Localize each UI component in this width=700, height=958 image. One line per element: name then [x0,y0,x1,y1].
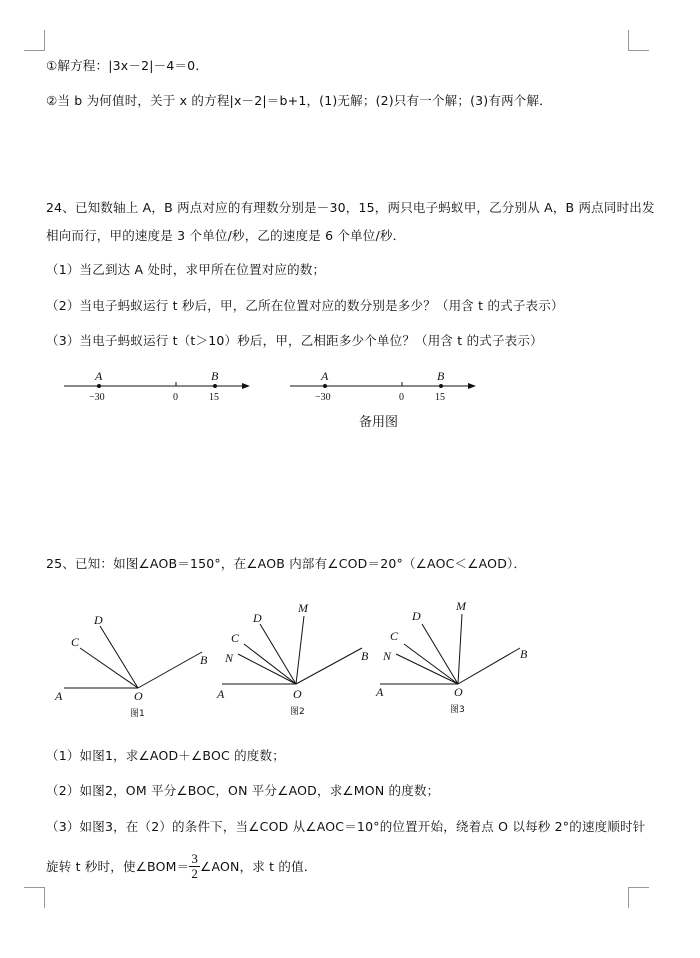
numberline1-tick-b: 15 [209,392,219,403]
q25-part3: （3）如图3，在（2）的条件下，当∠COD 从∠AOC＝10°的位置开始，绕着点 O 以每秒 2°的速度顺时针 [46,819,646,834]
fig1-label-b: B [200,653,208,667]
corner-mark-top-left [24,30,45,51]
corner-mark-bottom-left [24,887,45,908]
q25-part3-line2 [46,848,317,884]
q25-part3-line2-before: 旋转 t 秒时，使∠BOM＝ [46,859,190,874]
fraction-three-halves [189,852,200,881]
fig1-label-a: A [55,689,63,703]
numberline2-tick-0: 0 [399,392,404,403]
fig3-label-c: C [390,629,399,643]
fig3-label-m: M [456,599,466,613]
fig1-caption: 图1 [130,709,145,719]
fig3-caption: 图3 [450,705,465,715]
fig3-label-d: D [412,609,421,623]
q25-part2: （2）如图2，OM 平分∠BOC，ON 平分∠AOD，求∠MON 的度数； [46,783,440,798]
fig3-label-b: B [520,647,528,661]
numberline1-tick-0: 0 [173,392,178,403]
number-line-2 [286,368,486,408]
fig2-label-c: C [231,631,240,645]
number-line-1 [60,368,260,408]
fraction-denominator: 2 [191,865,199,881]
angle-figure-1 [50,600,220,725]
q23-part1: ①解方程：|3x－2|－4＝0． [46,58,209,73]
spare-figure-caption: 备用图 [359,415,399,430]
fig2-label-a: A [217,687,225,701]
numberline1-tick-a: −30 [89,392,105,403]
q25-part1: （1）如图1，求∠AOD＋∠BOC 的度数； [46,748,285,763]
fig3-label-o: O [454,685,463,699]
fig1-label-o: O [134,689,143,703]
fig3-label-a: A [376,685,384,699]
q23-part2: ②当 b 为何值时，关于 x 的方程|x－2|＝b+1，(1)无解；(2)只有一个解；(3)有两个解． [46,93,552,108]
corner-mark-top-right [628,30,649,51]
fig2-label-m: M [298,601,308,615]
angle-figure-2 [210,598,380,723]
fig2-label-o: O [293,687,302,701]
numberline1-label-a: A [95,369,103,383]
fig2-caption: 图2 [290,707,305,717]
q24-stem-line2: 相向而行，甲的速度是 3 个单位/秒，乙的速度是 6 个单位/秒． [46,228,406,243]
corner-mark-bottom-right [628,887,649,908]
q24-part2: （2）当电子蚂蚁运行 t 秒后，甲，乙所在位置对应的数分别是多少？（用含 t 的式子表示） [46,298,564,313]
fig2-label-d: D [253,611,262,625]
fig1-label-d: D [94,613,103,627]
fraction-numerator: 3 [191,850,199,866]
angle-figure-3 [370,596,540,721]
fig2-label-b: B [361,649,369,663]
fig3-label-n: N [383,649,392,663]
fig1-label-c: C [71,635,80,649]
numberline2-label-b: B [437,369,445,383]
numberline2-label-a: A [321,369,329,383]
numberline2-tick-a: −30 [315,392,331,403]
q24-stem-line1: 24、已知数轴上 A，B 两点对应的有理数分别是－30，15，两只电子蚂蚁甲，乙分别从 A，B 两点同时出发 [46,200,655,215]
q25-part3-line2-after: ∠AON，求 t 的值． [200,859,317,874]
q24-part1: （1）当乙到达 A 处时，求甲所在位置对应的数； [46,262,326,277]
numberline1-label-b: B [211,369,219,383]
q25-stem: 25、已知：如图∠AOB＝150°，在∠AOB 内部有∠COD＝20°（∠AOC＜∠AOD）． [46,556,527,571]
fig2-label-n: N [225,651,234,665]
numberline2-tick-b: 15 [435,392,445,403]
q24-part3: （3）当电子蚂蚁运行 t（t＞10）秒后，甲，乙相距多少个单位？（用含 t 的式子表示） [46,333,543,348]
